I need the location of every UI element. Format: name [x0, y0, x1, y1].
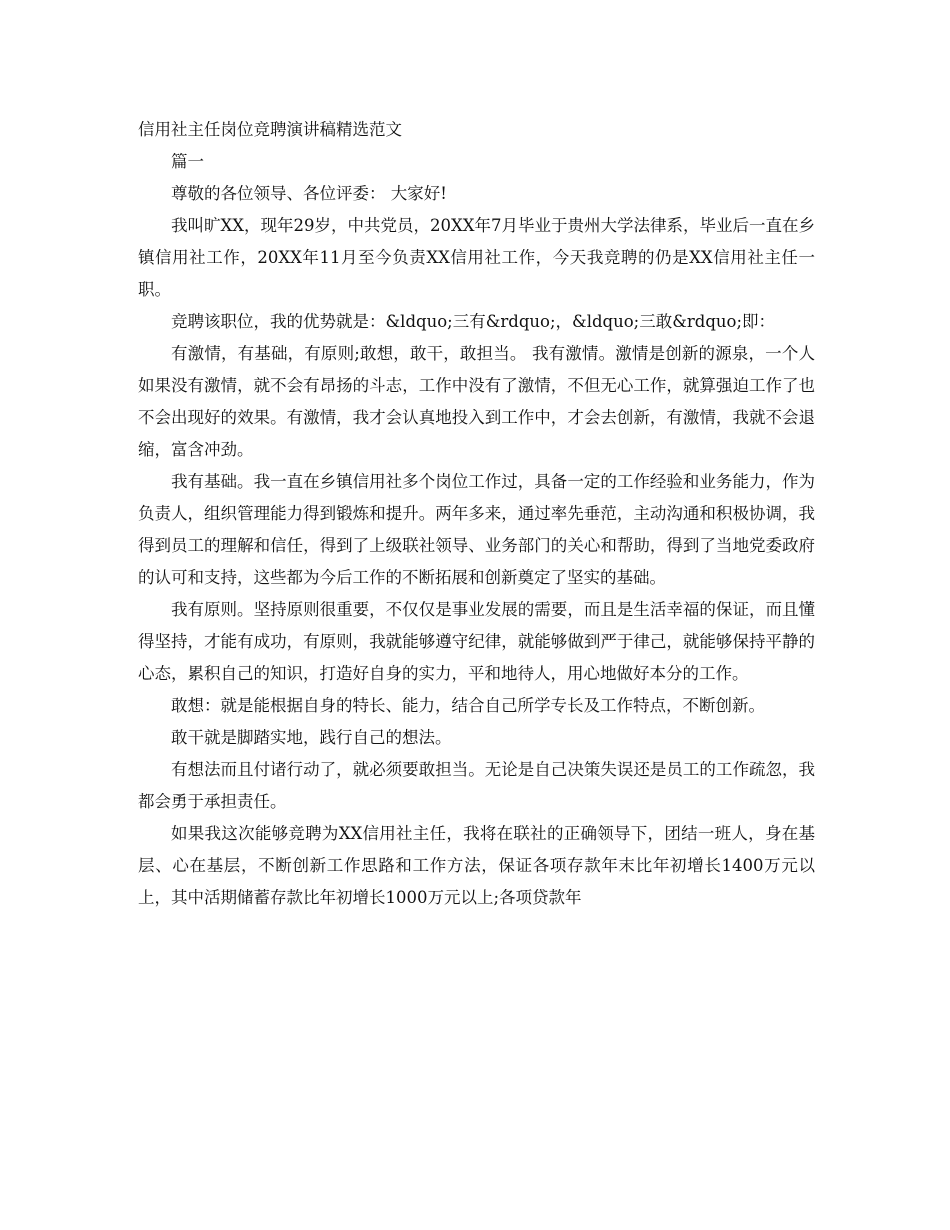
- responsibility-paragraph: 有想法而且付诸行动了，就必须要敢担当。无论是自己决策失误还是员工的工作疏忽，我都会勇于承担责任。: [138, 760, 815, 811]
- passion-paragraph: 有激情，有基础，有原则;敢想，敢干，敢担当。 我有激情。激情是创新的源泉，一个人如果没有激情，就不会有昂扬的斗志，工作中没有了激情，不但无心工作，就算强迫工作了也不会出现好的效果。有激情，我才会认真地投入到工作中，才会去创新，有激情，我就不会退缩，富含冲劲。: [138, 344, 815, 459]
- document-title: 信用社主任岗位竞聘演讲稿精选范文: [138, 120, 402, 139]
- document-body: [138, 114, 815, 914]
- dare-to-act-paragraph: 敢干就是脚踏实地，践行自己的想法。: [171, 728, 452, 747]
- section-heading: 篇一: [171, 152, 204, 171]
- plan-paragraph: 如果我这次能够竞聘为XX信用社主任，我将在联社的正确领导下，团结一班人，身在基层、心在基层，不断创新工作思路和工作方法，保证各项存款年末比年初增长1400万元以上，其中活期储蓄存款比年初增长1000万元以上;各项贷款年: [138, 824, 815, 907]
- dare-to-think-paragraph: 敢想：就是能根据自身的特长、能力，结合自己所学专长及工作特点，不断创新。: [171, 696, 765, 715]
- salutation-paragraph: 尊敬的各位领导、各位评委： 大家好!: [171, 184, 447, 203]
- introduction-paragraph: 我叫旷XX，现年29岁，中共党员，20XX年7月毕业于贵州大学法律系，毕业后一直在乡镇信用社工作，20XX年11月至今负责XX信用社工作，今天我竞聘的仍是XX信用社主任一职。: [138, 216, 815, 299]
- advantages-paragraph: 竞聘该职位，我的优势就是：&ldquo;三有&rdquo;，&ldquo;三敢&rdquo;即：: [171, 312, 776, 331]
- principle-paragraph: 我有原则。坚持原则很重要，不仅仅是事业发展的需要，而且是生活幸福的保证，而且懂得坚持，才能有成功，有原则，我就能够遵守纪律，就能够做到严于律己，就能够保持平静的心态，累积自己的知识，打造好自身的实力，平和地待人，用心地做好本分的工作。: [138, 600, 815, 683]
- foundation-paragraph: 我有基础。我一直在乡镇信用社多个岗位工作过，具备一定的工作经验和业务能力，作为负责人，组织管理能力得到锻炼和提升。两年多来，通过率先垂范，主动沟通和积极协调，我得到员工的理解和信任，得到了上级联社领导、业务部门的关心和帮助，得到了当地党委政府的认可和支持，这些都为今后工作的不断拓展和创新奠定了坚实的基础。: [138, 472, 815, 587]
